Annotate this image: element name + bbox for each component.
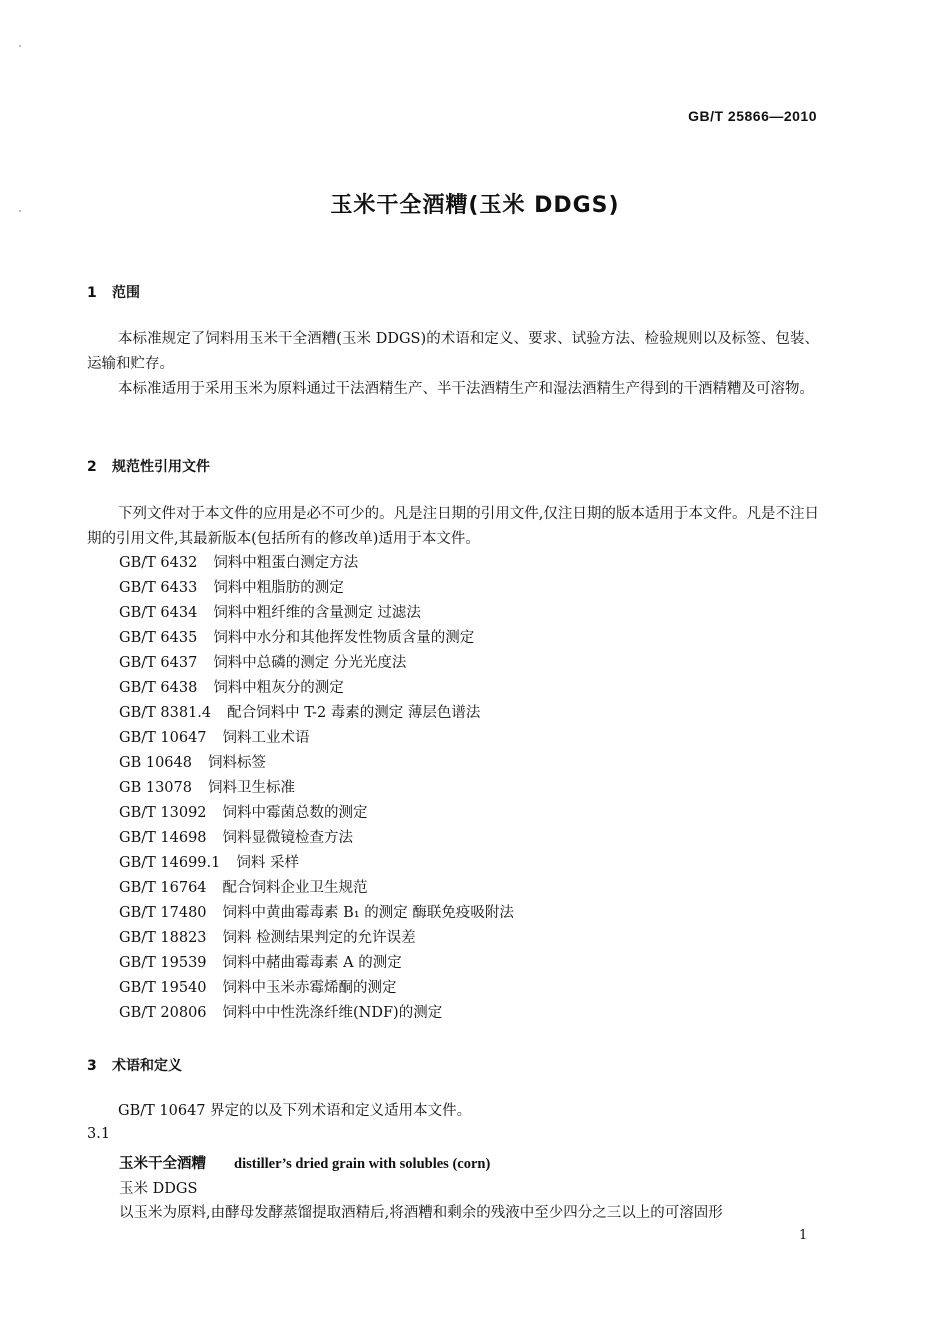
scope-paragraph: 本标准规定了饲料用玉米干全酒糟(玉米 DDGS)的术语和定义、要求、试验方法、检验规则以及标签、包装、运输和贮存。 (87, 331, 819, 372)
page-number: 1 (799, 1228, 808, 1243)
clause-number: 3.1 (87, 1126, 111, 1142)
reference-code: GB/T 6434 (119, 605, 198, 621)
reference-item (119, 976, 514, 1001)
reference-title: 饲料中粗纤维的含量测定 过滤法 (213, 605, 421, 621)
reference-title: 饲料工业术语 (222, 730, 310, 746)
reference-item (119, 876, 514, 901)
reference-item (119, 601, 514, 626)
reference-item (119, 801, 514, 826)
reference-code: GB/T 19540 (119, 980, 207, 996)
reference-title: 饲料卫生标准 (207, 780, 295, 796)
reference-title: 饲料中粗蛋白测定方法 (213, 555, 359, 571)
term-english: distiller’s dried grain with solubles (corn) (234, 1156, 491, 1172)
reference-code: GB/T 8381.4 (119, 705, 212, 721)
section-title: 术语和定义 (112, 1058, 182, 1074)
reference-title: 配合饲料中 T-2 毒素的测定 薄层色谱法 (227, 705, 481, 721)
section-heading-scope (87, 282, 140, 302)
reference-title: 饲料中玉米赤霉烯酮的测定 (222, 980, 397, 996)
references-intro-text: 下列文件对于本文件的应用是必不可少的。凡是注日期的引用文件,仅注日期的版本适用于本文件。凡是不注日期的引用文件,其最新版本(包括所有的修改单)适用于本文件。 (87, 506, 819, 547)
scope-paragraph: 本标准适用于采用玉米为原料通过干法酒精生产、半干法酒精生产和湿法酒精生产得到的干酒精糟及可溶物。 (118, 381, 814, 397)
terms-intro-text: GB/T 10647 界定的以及下列术语和定义适用本文件。 (118, 1103, 472, 1119)
reference-code: GB/T 6437 (119, 655, 198, 671)
reference-code: GB 13078 (119, 780, 192, 796)
reference-code: GB 10648 (119, 755, 192, 771)
term-chinese: 玉米干全酒糟 (119, 1156, 206, 1172)
term-abbreviation: 玉米 DDGS (119, 1181, 198, 1197)
reference-code: GB/T 16764 (119, 880, 207, 896)
reference-item (119, 951, 514, 976)
reference-item (119, 551, 514, 576)
reference-item (119, 926, 514, 951)
document-title: 玉米干全酒糟(玉米 DDGS) (330, 193, 620, 218)
reference-code: GB/T 18823 (119, 930, 207, 946)
scan-artifact (19, 45, 21, 47)
reference-title: 饲料标签 (207, 755, 266, 771)
reference-title: 饲料中水分和其他挥发性物质含量的测定 (213, 630, 475, 646)
reference-code: GB/T 6438 (119, 680, 198, 696)
reference-title: 饲料 检测结果判定的允许误差 (222, 930, 416, 946)
reference-item (119, 676, 514, 701)
section-heading-references (87, 456, 210, 476)
reference-item (119, 651, 514, 676)
reference-title: 饲料中中性洗涤纤维(NDF)的测定 (222, 1005, 443, 1021)
reference-code: GB/T 19539 (119, 955, 207, 971)
reference-item (119, 776, 514, 801)
reference-code: GB/T 6435 (119, 630, 198, 646)
reference-list (119, 551, 514, 1026)
reference-title: 饲料 采样 (236, 855, 299, 871)
reference-code: GB/T 14699.1 (119, 855, 221, 871)
reference-title: 饲料显微镜检查方法 (222, 830, 354, 846)
reference-item (119, 626, 514, 651)
section-number: 2 (87, 459, 97, 475)
reference-title: 饲料中粗灰分的测定 (213, 680, 344, 696)
section-number: 1 (87, 285, 97, 301)
reference-code: GB/T 6433 (119, 580, 198, 596)
reference-title: 饲料中黄曲霉毒素 B₁ 的测定 酶联免疫吸附法 (222, 905, 514, 921)
reference-title: 饲料中赭曲霉毒素 A 的测定 (222, 955, 402, 971)
reference-code: GB/T 10647 (119, 730, 207, 746)
standard-code: GB/T 25866—2010 (688, 108, 817, 124)
reference-item (119, 826, 514, 851)
section-title: 规范性引用文件 (112, 459, 210, 475)
section-number: 3 (87, 1058, 97, 1074)
reference-item (119, 851, 514, 876)
reference-item (119, 1001, 514, 1026)
reference-item (119, 576, 514, 601)
reference-item (119, 901, 514, 926)
reference-code: GB/T 14698 (119, 830, 207, 846)
term-definition: 以玉米为原料,由酵母发酵蒸馏提取酒精后,将酒糟和剩余的残液中至少四分之三以上的可溶固形 (119, 1205, 723, 1221)
reference-code: GB/T 6432 (119, 555, 198, 571)
scope-body (87, 327, 819, 402)
reference-code: GB/T 20806 (119, 1005, 207, 1021)
reference-item (119, 701, 514, 726)
reference-code: GB/T 17480 (119, 905, 207, 921)
reference-title: 配合饲料企业卫生规范 (222, 880, 368, 896)
reference-item (119, 726, 514, 751)
reference-title: 饲料中总磷的测定 分光光度法 (213, 655, 407, 671)
term-entry (119, 1152, 490, 1177)
terms-intro (87, 1099, 819, 1124)
reference-item (119, 751, 514, 776)
section-heading-terms (87, 1055, 182, 1075)
reference-title: 饲料中霉菌总数的测定 (222, 805, 368, 821)
references-intro (87, 502, 819, 552)
reference-code: GB/T 13092 (119, 805, 207, 821)
section-title: 范围 (112, 285, 140, 301)
reference-title: 饲料中粗脂肪的测定 (213, 580, 344, 596)
